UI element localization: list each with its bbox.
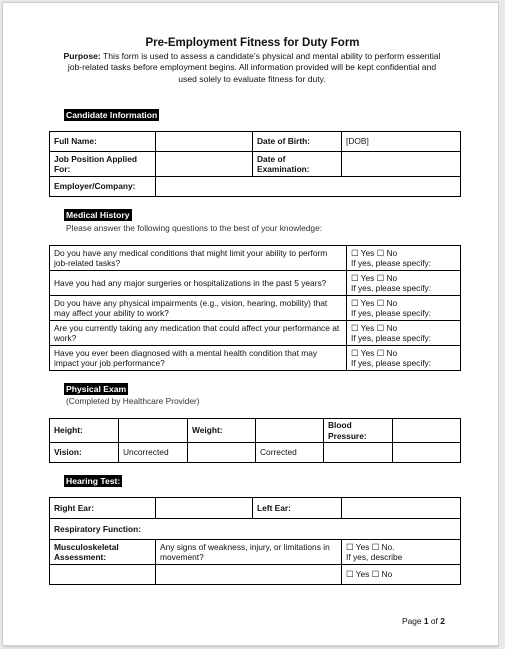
- medical-question: Have you had any major surgeries or hospitalizations in the past 5 years?: [50, 271, 347, 296]
- vision-extra-field[interactable]: [393, 443, 461, 463]
- vision-label: Vision:: [50, 443, 119, 463]
- medical-history-table: [49, 245, 461, 371]
- form-title: Pre-Employment Fitness for Duty Form: [145, 37, 360, 49]
- candidate-info-table: [49, 131, 461, 197]
- medical-question: Are you currently taking any medication that could affect your performance at work?: [50, 321, 347, 346]
- purpose-text: This form is used to assess a candidate's physical and mental ability to perform essential job-related tasks before employment begins. All information provided will be kept confidential and used solely to evaluate fitness for duty.: [67, 51, 441, 84]
- answer-cell[interactable]: [347, 246, 461, 271]
- medical-history-heading: Medical History: [66, 210, 130, 220]
- musculoskeletal-question: Any signs of weakness, injury, or limitations in movement?: [156, 540, 342, 565]
- hearing-test-heading: Hearing Test:: [66, 476, 121, 486]
- specify-label: If yes, please specify:: [351, 333, 432, 343]
- scrollbar[interactable]: [499, 0, 505, 649]
- full-name-label: Full Name:: [50, 132, 156, 152]
- answer-cell[interactable]: [347, 271, 461, 296]
- candidate-info-heading: Candidate Information: [66, 110, 158, 120]
- page-label: Page: [402, 616, 422, 626]
- yes-no-checkboxes[interactable]: ☐ Yes ☐ No: [342, 565, 461, 585]
- job-position-label: Job Position Applied For:: [50, 152, 156, 177]
- answer-cell[interactable]: [347, 321, 461, 346]
- medical-history-subtitle: Please answer the following questions to the best of your knowledge:: [66, 223, 323, 233]
- yes-no-checkboxes[interactable]: ☐ Yes ☐ No: [351, 272, 398, 283]
- specify-label: If yes, please specify:: [351, 308, 432, 318]
- weight-label: Weight:: [188, 419, 256, 443]
- blood-pressure-field[interactable]: [393, 419, 461, 443]
- yes-no-checkboxes[interactable]: ☐ Yes ☐ No.: [346, 541, 395, 552]
- job-position-field[interactable]: [156, 152, 253, 177]
- empty-cell[interactable]: [50, 565, 156, 585]
- medical-question: Do you have any physical impairments (e.g., vision, hearing, mobility) that may affect your ability to work?: [50, 296, 347, 321]
- employer-label: Employer/Company:: [50, 177, 156, 197]
- specify-label: If yes, please specify:: [351, 258, 432, 268]
- answer-cell[interactable]: [342, 540, 461, 565]
- specify-label: If yes, please specify:: [351, 358, 432, 368]
- blood-pressure-label: Blood Pressure:: [324, 419, 393, 443]
- corrected-field[interactable]: [324, 443, 393, 463]
- uncorrected-field[interactable]: [188, 443, 256, 463]
- current-page: 1: [423, 616, 429, 626]
- specify-label: If yes, please specify:: [351, 283, 432, 293]
- left-ear-field[interactable]: [342, 498, 461, 519]
- yes-no-checkboxes[interactable]: ☐ Yes ☐ No: [351, 347, 398, 358]
- purpose-label: Purpose:: [63, 51, 101, 61]
- yes-no-checkboxes[interactable]: ☐ Yes ☐ No: [351, 247, 398, 258]
- physical-exam-subtitle: (Completed by Healthcare Provider): [66, 396, 200, 406]
- total-pages: 2: [440, 616, 445, 626]
- date-exam-label: Date of Examination:: [253, 152, 342, 177]
- full-name-field[interactable]: [156, 132, 253, 152]
- left-ear-label: Left Ear:: [253, 498, 342, 519]
- musculoskeletal-label: Musculoskeletal Assessment:: [50, 540, 156, 565]
- answer-cell[interactable]: [347, 346, 461, 371]
- dob-field[interactable]: [DOB]: [342, 132, 461, 152]
- employer-field[interactable]: [156, 177, 461, 197]
- of-label: of: [430, 616, 438, 626]
- empty-cell[interactable]: [156, 565, 342, 585]
- medical-question: Have you ever been diagnosed with a mental health condition that may impact your job performance?: [50, 346, 347, 371]
- respiratory-label: Respiratory Function:: [50, 519, 461, 540]
- page-footer: [402, 616, 445, 626]
- height-label: Height:: [50, 419, 119, 443]
- right-ear-label: Right Ear:: [50, 498, 156, 519]
- medical-question: Do you have any medical conditions that might limit your ability to perform job-related tasks?: [50, 246, 347, 271]
- hearing-test-table: [49, 497, 461, 585]
- physical-exam-table: [49, 418, 461, 463]
- describe-label: If yes, describe: [346, 552, 403, 562]
- height-field[interactable]: [119, 419, 188, 443]
- yes-no-checkboxes[interactable]: ☐ Yes ☐ No: [351, 322, 398, 333]
- right-ear-field[interactable]: [156, 498, 253, 519]
- physical-exam-heading: Physical Exam: [66, 384, 127, 394]
- purpose-paragraph: [62, 51, 442, 85]
- yes-no-checkboxes[interactable]: ☐ Yes ☐ No: [351, 297, 398, 308]
- dob-label: Date of Birth:: [253, 132, 342, 152]
- date-exam-field[interactable]: [342, 152, 461, 177]
- uncorrected-label: Uncorrected: [119, 443, 188, 463]
- answer-cell[interactable]: [347, 296, 461, 321]
- weight-field[interactable]: [256, 419, 324, 443]
- corrected-label: Corrected: [256, 443, 324, 463]
